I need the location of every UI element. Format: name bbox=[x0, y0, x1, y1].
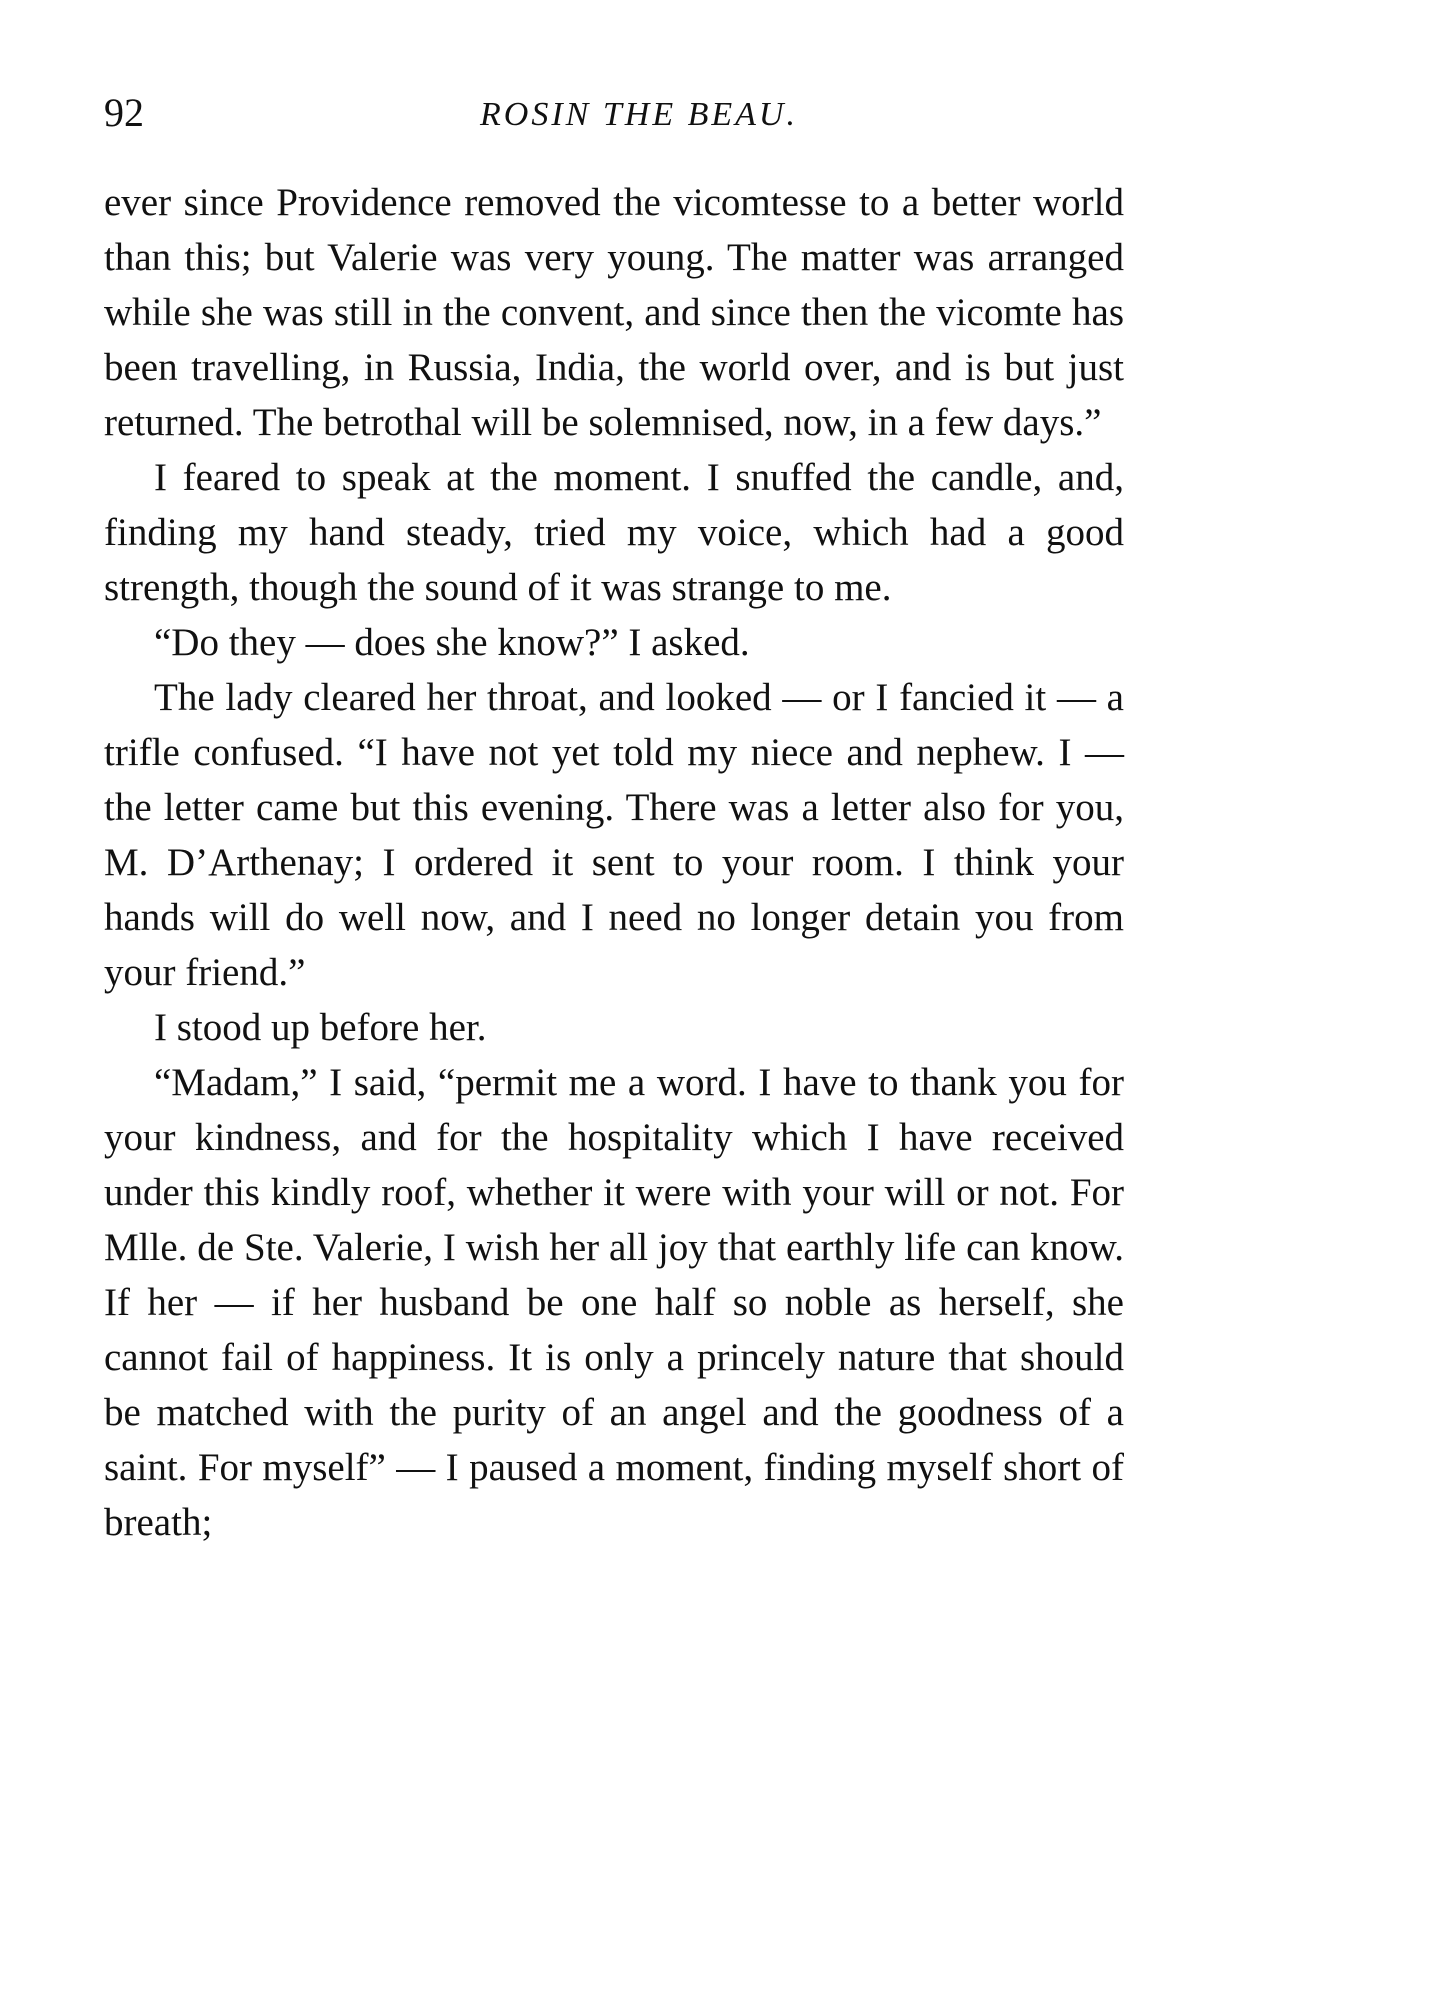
running-head bbox=[104, 88, 1124, 148]
paragraph: “Do they — does she know?” I asked. bbox=[154, 621, 750, 664]
running-title: ROSIN THE BEAU. bbox=[480, 96, 798, 133]
paragraph: The lady cleared her throat, and looked — or I fancied it — a trifle confused. “I have not yet told my niece and nephew. I — the letter came but this evening. There was a letter also for you, M. D’Arthenay; I ordered it sent to your room. I think your hands will do well now, and I need no longer detain you from your friend.” bbox=[104, 676, 1124, 994]
paragraph: I stood up before her. bbox=[154, 1006, 487, 1049]
page-number: 92 bbox=[104, 90, 144, 135]
paragraph-continued: ever since Providence removed the vicomtesse to a better world than this; but Valerie was very young. The matter was arranged while she was still in the convent, and since then the vicomte has been travelling, in Russia, India, the world over, and is but just returned. The betrothal will be solemnised, now, in a few days.” bbox=[104, 181, 1124, 444]
paragraph: “Madam,” I said, “permit me a word. I have to thank you for your kindness, and for the hospitality which I have received under this kindly roof, whether it were with your will or not. For Mlle. de Ste. Valerie, I wish her all joy that earthly life can know. If her — if her husband be one half so noble as herself, she cannot fail of happiness. It is only a princely nature that should be matched with the purity of an angel and the goodness of a saint. For myself” — I paused a moment, finding myself short of breath; bbox=[104, 1061, 1124, 1544]
paragraph: I feared to speak at the moment. I snuffed the candle, and, finding my hand steady, tried my voice, which had a good strength, though the sound of it was strange to me. bbox=[104, 456, 1124, 609]
body-text bbox=[104, 175, 1124, 1550]
